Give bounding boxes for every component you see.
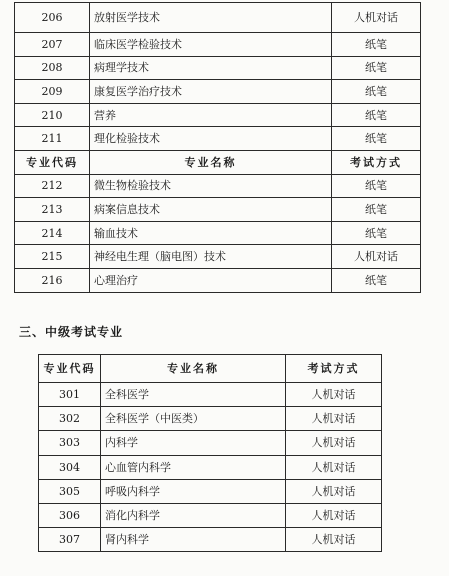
table-row <box>39 431 382 455</box>
exam-method: 纸笔 <box>332 103 421 127</box>
header-specialty-name: 专业名称 <box>90 150 332 174</box>
specialty-code: 216 <box>15 268 90 292</box>
table-row <box>15 268 421 292</box>
specialty-code: 209 <box>15 80 90 104</box>
table-row <box>15 56 421 80</box>
specialty-code: 213 <box>15 198 90 222</box>
specialty-code: 215 <box>15 245 90 269</box>
table-row <box>39 503 382 527</box>
exam-method: 纸笔 <box>332 80 421 104</box>
exam-method: 纸笔 <box>332 56 421 80</box>
exam-method: 纸笔 <box>332 268 421 292</box>
table-row <box>15 174 421 198</box>
exam-method: 人机对话 <box>332 245 421 269</box>
specialty-name: 消化内科学 <box>101 503 286 527</box>
specialty-name: 内科学 <box>101 431 286 455</box>
specialty-code: 305 <box>39 479 101 503</box>
specialty-name: 神经电生理（脑电图）技术 <box>90 245 332 269</box>
exam-method: 人机对话 <box>286 528 382 552</box>
header-exam-method: 考试方式 <box>332 150 421 174</box>
exam-method: 人机对话 <box>286 431 382 455</box>
exam-method: 人机对话 <box>286 407 382 431</box>
table-header-row <box>15 150 421 174</box>
specialty-code: 208 <box>15 56 90 80</box>
header-specialty-code: 专业代码 <box>39 355 101 383</box>
table-row <box>39 383 382 407</box>
specialty-name: 全科医学 <box>101 383 286 407</box>
table-header-row <box>39 355 382 383</box>
section-heading: 三、中级考试专业 <box>19 325 124 339</box>
specialty-name: 输血技术 <box>90 221 332 245</box>
table-row <box>15 103 421 127</box>
exam-method: 纸笔 <box>332 221 421 245</box>
exam-method: 人机对话 <box>286 479 382 503</box>
specialty-code: 303 <box>39 431 101 455</box>
specialty-name: 肾内科学 <box>101 528 286 552</box>
specialty-name: 呼吸内科学 <box>101 479 286 503</box>
header-exam-method: 考试方式 <box>286 355 382 383</box>
specialty-code: 210 <box>15 103 90 127</box>
exam-method: 纸笔 <box>332 33 421 57</box>
exam-method: 纸笔 <box>332 127 421 151</box>
specialty-name: 心血管内科学 <box>101 455 286 479</box>
junior-specialty-table <box>14 2 421 293</box>
specialty-name: 心理治疗 <box>90 268 332 292</box>
specialty-code: 211 <box>15 127 90 151</box>
table-row <box>39 455 382 479</box>
specialty-code: 207 <box>15 33 90 57</box>
exam-method: 人机对话 <box>286 503 382 527</box>
exam-method: 人机对话 <box>286 383 382 407</box>
specialty-name: 病案信息技术 <box>90 198 332 222</box>
exam-method: 纸笔 <box>332 198 421 222</box>
header-specialty-name: 专业名称 <box>101 355 286 383</box>
specialty-name: 理化检验技术 <box>90 127 332 151</box>
table-row <box>15 3 421 33</box>
specialty-code: 306 <box>39 503 101 527</box>
specialty-name: 微生物检验技术 <box>90 174 332 198</box>
specialty-code: 304 <box>39 455 101 479</box>
specialty-code: 206 <box>15 3 90 33</box>
specialty-name: 全科医学（中医类） <box>101 407 286 431</box>
exam-method: 人机对话 <box>332 3 421 33</box>
header-specialty-code: 专业代码 <box>15 150 90 174</box>
specialty-code: 302 <box>39 407 101 431</box>
specialty-name: 临床医学检验技术 <box>90 33 332 57</box>
exam-method: 纸笔 <box>332 174 421 198</box>
table-row <box>15 221 421 245</box>
specialty-code: 301 <box>39 383 101 407</box>
exam-method: 人机对话 <box>286 455 382 479</box>
specialty-name: 营养 <box>90 103 332 127</box>
specialty-code: 212 <box>15 174 90 198</box>
specialty-code: 307 <box>39 528 101 552</box>
intermediate-specialty-table <box>38 354 382 552</box>
table-row <box>15 198 421 222</box>
specialty-name: 病理学技术 <box>90 56 332 80</box>
table-row <box>15 80 421 104</box>
table-row <box>15 33 421 57</box>
table-row <box>15 127 421 151</box>
specialty-name: 放射医学技术 <box>90 3 332 33</box>
table-row <box>39 479 382 503</box>
table-row <box>15 245 421 269</box>
table-row <box>39 407 382 431</box>
specialty-name: 康复医学治疗技术 <box>90 80 332 104</box>
specialty-code: 214 <box>15 221 90 245</box>
table-row <box>39 528 382 552</box>
